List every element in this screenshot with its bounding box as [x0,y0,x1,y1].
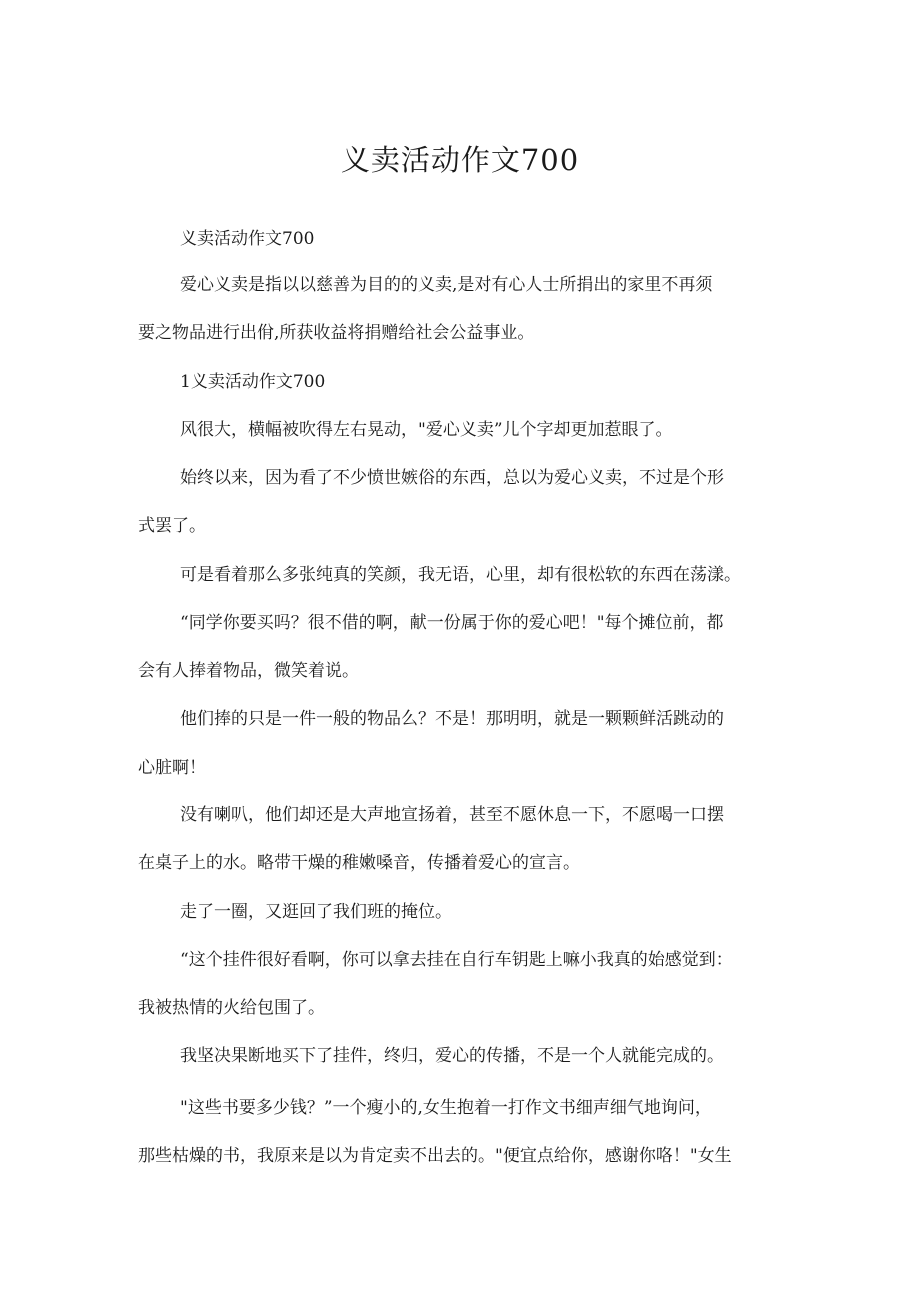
document-title: 义卖活动作文700 [340,143,580,177]
paragraph-line: 走了一圈，又逛回了我们班的掩位。 [180,902,452,922]
paragraph-line: 可是看着那么多张纯真的笑颜，我无语，心里，却有很松软的东西在荡漾。 [180,565,741,585]
paragraph-line: 式罢了。 [138,516,206,536]
paragraph-line: 心脏啊！ [138,758,206,778]
paragraph-line: 在桌子上的水。略带干燥的稚嫩嗓音，传播着爱心的宣言。 [138,853,580,873]
paragraph-line: 爱心义卖是指以以慈善为目的的义卖,是对有心人士所捐出的家里不再须 [180,275,713,295]
section-heading-line: 1义卖活动作文700 [180,372,326,392]
paragraph-line: “同学你要买吗？很不借的啊，献一份属于你的爱心吧！"每个摊位前，都 [180,613,724,633]
subtitle-line: 义卖活动作文700 [180,229,315,249]
paragraph-line: 他们捧的只是一件一般的物品么？不是！那明明，就是一颗颗鲜活跳动的 [180,709,724,729]
paragraph-line: 始终以来，因为看了不少愤世嫉俗的东西，总以为爱心义卖，不过是个形 [180,468,724,488]
paragraph-line: 我被热情的火给包围了。 [138,998,325,1018]
paragraph-line: 那些枯燥的书，我原来是以为肯定卖不出去的。"便宜点给你，感谢你咯！"女生 [138,1146,732,1166]
paragraph-line: 要之物品进行出佾,所获收益将捐赠给社会公益事业。 [138,323,535,343]
paragraph-line: "这些书要多少钱？”一个瘦小的,女生抱着一打作文书细声细气地询问， [180,1098,712,1118]
paragraph-line: 没有喇叭，他们却还是大声地宣扬着，甚至不愿休息一下，不愿喝一口摆 [180,805,724,825]
paragraph-line: “这个挂件很好看啊，你可以拿去挂在自行车钥匙上嘛小我真的始感觉到： [180,950,733,970]
paragraph-line: 会有人捧着物品，微笑着说。 [138,661,359,681]
paragraph-line: 我坚决果断地买下了挂件，终归，爱心的传播，不是一个人就能完成的。 [180,1046,724,1066]
paragraph-line: 风很大，横幅被吹得左右晃动，"爱心义卖”儿个字却更加惹眼了。 [180,420,673,440]
